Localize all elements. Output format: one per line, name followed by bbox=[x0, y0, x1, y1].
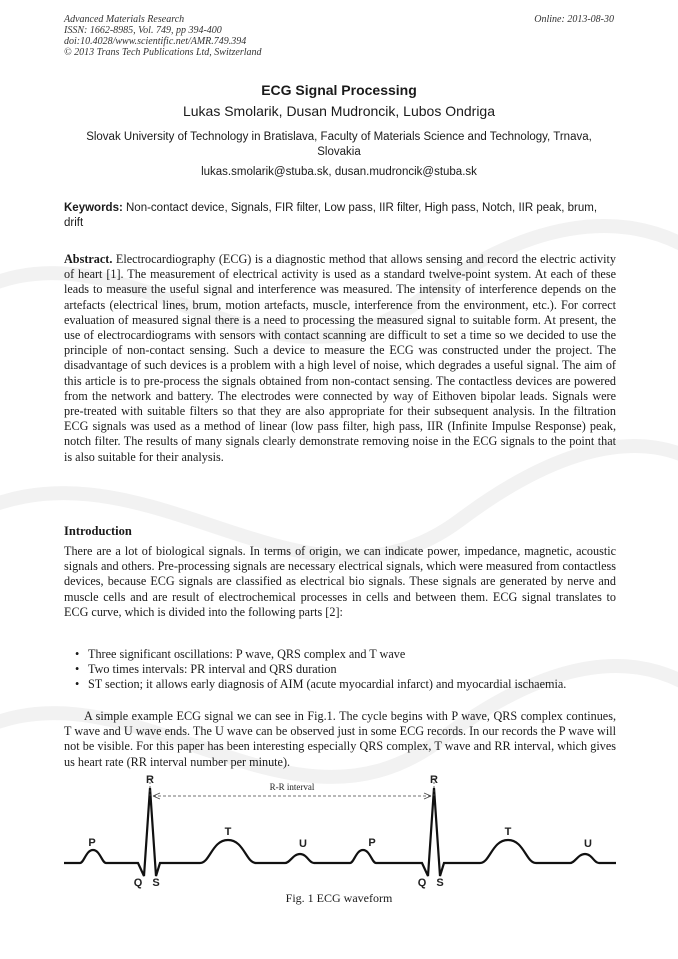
wave-label-r: R bbox=[430, 774, 438, 786]
paper-authors: Lukas Smolarik, Dusan Mudroncik, Lubos Ondriga bbox=[182, 103, 496, 119]
list-item: • ST section; it allows early diagnosis of AIM (acute myocardial infarct) and myocardial ischaemia. bbox=[75, 677, 567, 692]
paper-affiliation: Slovak University of Technology in Bratislava, Faculty of Materials Science and Technology, Trnava, Slovakia bbox=[86, 131, 592, 158]
rr-interval-label: R-R interval bbox=[269, 782, 315, 792]
figure-caption: Fig. 1 ECG waveform bbox=[285, 891, 393, 905]
abstract-block bbox=[64, 252, 616, 465]
wave-label-s: S bbox=[152, 877, 160, 889]
intro-paragraph-1: There are a lot of biological signals. In terms of origin, we can indicate power, impedance, magnetic, acoustic signals and others. Pre-processing signals are necessary electrical signals, which were measured from contactless devices, because ECG signals are classified as electrical bio signals. These signals are generated by nerve and muscle cells and are result of electrochemical processes in cells and between them. ECG signal translates to ECG curve, which is divided into the following parts [2]: bbox=[64, 544, 616, 619]
intro-paragraph-2: A simple example ECG signal we can see in Fig.1. The cycle begins with P wave, QRS complex continues, T wave and U wave ends. The U wave can be observed just in some ECG records. In our records the P wave will not be visible. For this paper has been interesting especially QRS complex, T wave and RR interval, which gives us heart rate (RR interval number per minute). bbox=[64, 709, 616, 769]
paper-emails[interactable]: lukas.smolarik@stuba.sk, dusan.mudroncik@stuba.sk bbox=[201, 166, 477, 178]
wave-label-s: S bbox=[436, 877, 444, 889]
paper-title: ECG Signal Processing bbox=[261, 82, 417, 98]
wave-label-q: Q bbox=[417, 877, 427, 889]
list-item: • Two times intervals: PR interval and QRS duration bbox=[64, 662, 616, 677]
wave-label-t: T bbox=[224, 826, 232, 838]
section-heading-introduction: Introduction bbox=[64, 524, 132, 538]
journal-copyright: © 2013 Trans Tech Publications Ltd, Switzerland bbox=[64, 47, 262, 58]
online-date: Online: 2013-08-30 bbox=[534, 14, 614, 25]
wave-label-q: Q bbox=[133, 877, 143, 889]
ecg-waveform-figure bbox=[60, 768, 620, 893]
wave-label-t: T bbox=[504, 826, 512, 838]
list-item: • Three significant oscillations: P wave, QRS complex and T wave bbox=[64, 647, 616, 662]
journal-name: Advanced Materials Research bbox=[64, 14, 185, 25]
abstract-label: Abstract. bbox=[64, 252, 113, 266]
wave-label-r: R bbox=[146, 774, 154, 786]
keywords-label: Keywords: bbox=[64, 202, 123, 214]
keywords-block bbox=[64, 201, 616, 231]
ecg-parts-list bbox=[64, 647, 616, 693]
wave-label-u: U bbox=[584, 838, 592, 850]
abstract-text: Electrocardiography (ECG) is a diagnostic method that allows sensing and record the electric activity of heart [1]. The measurement of electrical activity is used as a standard twelve-point system. At each of these leads to measure the useful signal and interference was measured. The intensity of interference depends on the artefacts (electrical lines, brum, motion artefacts, muscle, interference from the environment, etc.). For correct evaluation of measured signal there is a need to processing the measured signal to suitable form. At present, the use of electrocardiograms with sensors with contact scanning are difficult to set a time so we decided to use the principle of non-contact sensing. Such a device to measure the ECG was constructed under the project. The disadvantage of such devices is a problem with a high level of noise, which degrades a useful signal. The aim of this article is to pre-process the signals obtained from non-contact sensing. The contactless devices are powered from the network and battery. The electrodes were connected by way of Eithoven bipolar leads. Signals were pre-treated with suitable filters so that they are also appropriate for their subsequent analysis. In the filtration ECG signals was used as a method of linear (low pass filter, high pass, IIR (Infinite Impulse Response) peak, notch filter. The results of many signals clearly demonstrate removing noise in the ECG signals to the point that is also suitable for their analysis. bbox=[64, 252, 616, 464]
journal-doi[interactable]: doi:10.4028/www.scientific.net/AMR.749.394 bbox=[64, 36, 247, 47]
journal-issn: ISSN: 1662-8985, Vol. 749, pp 394-400 bbox=[64, 25, 222, 36]
wave-label-u: U bbox=[299, 838, 307, 850]
wave-label-p: P bbox=[88, 837, 96, 849]
list-item-text: ST section; it allows early diagnosis of AIM (acute myocardial infarct) and myocardial ischaemia. bbox=[88, 677, 567, 692]
ecg-trace bbox=[64, 788, 616, 876]
journal-header bbox=[64, 14, 262, 58]
wave-label-p: P bbox=[368, 837, 376, 849]
keywords-text: Non-contact device, Signals, FIR filter, Low pass, IIR filter, High pass, Notch, IIR peak, brum, drift bbox=[64, 202, 598, 229]
